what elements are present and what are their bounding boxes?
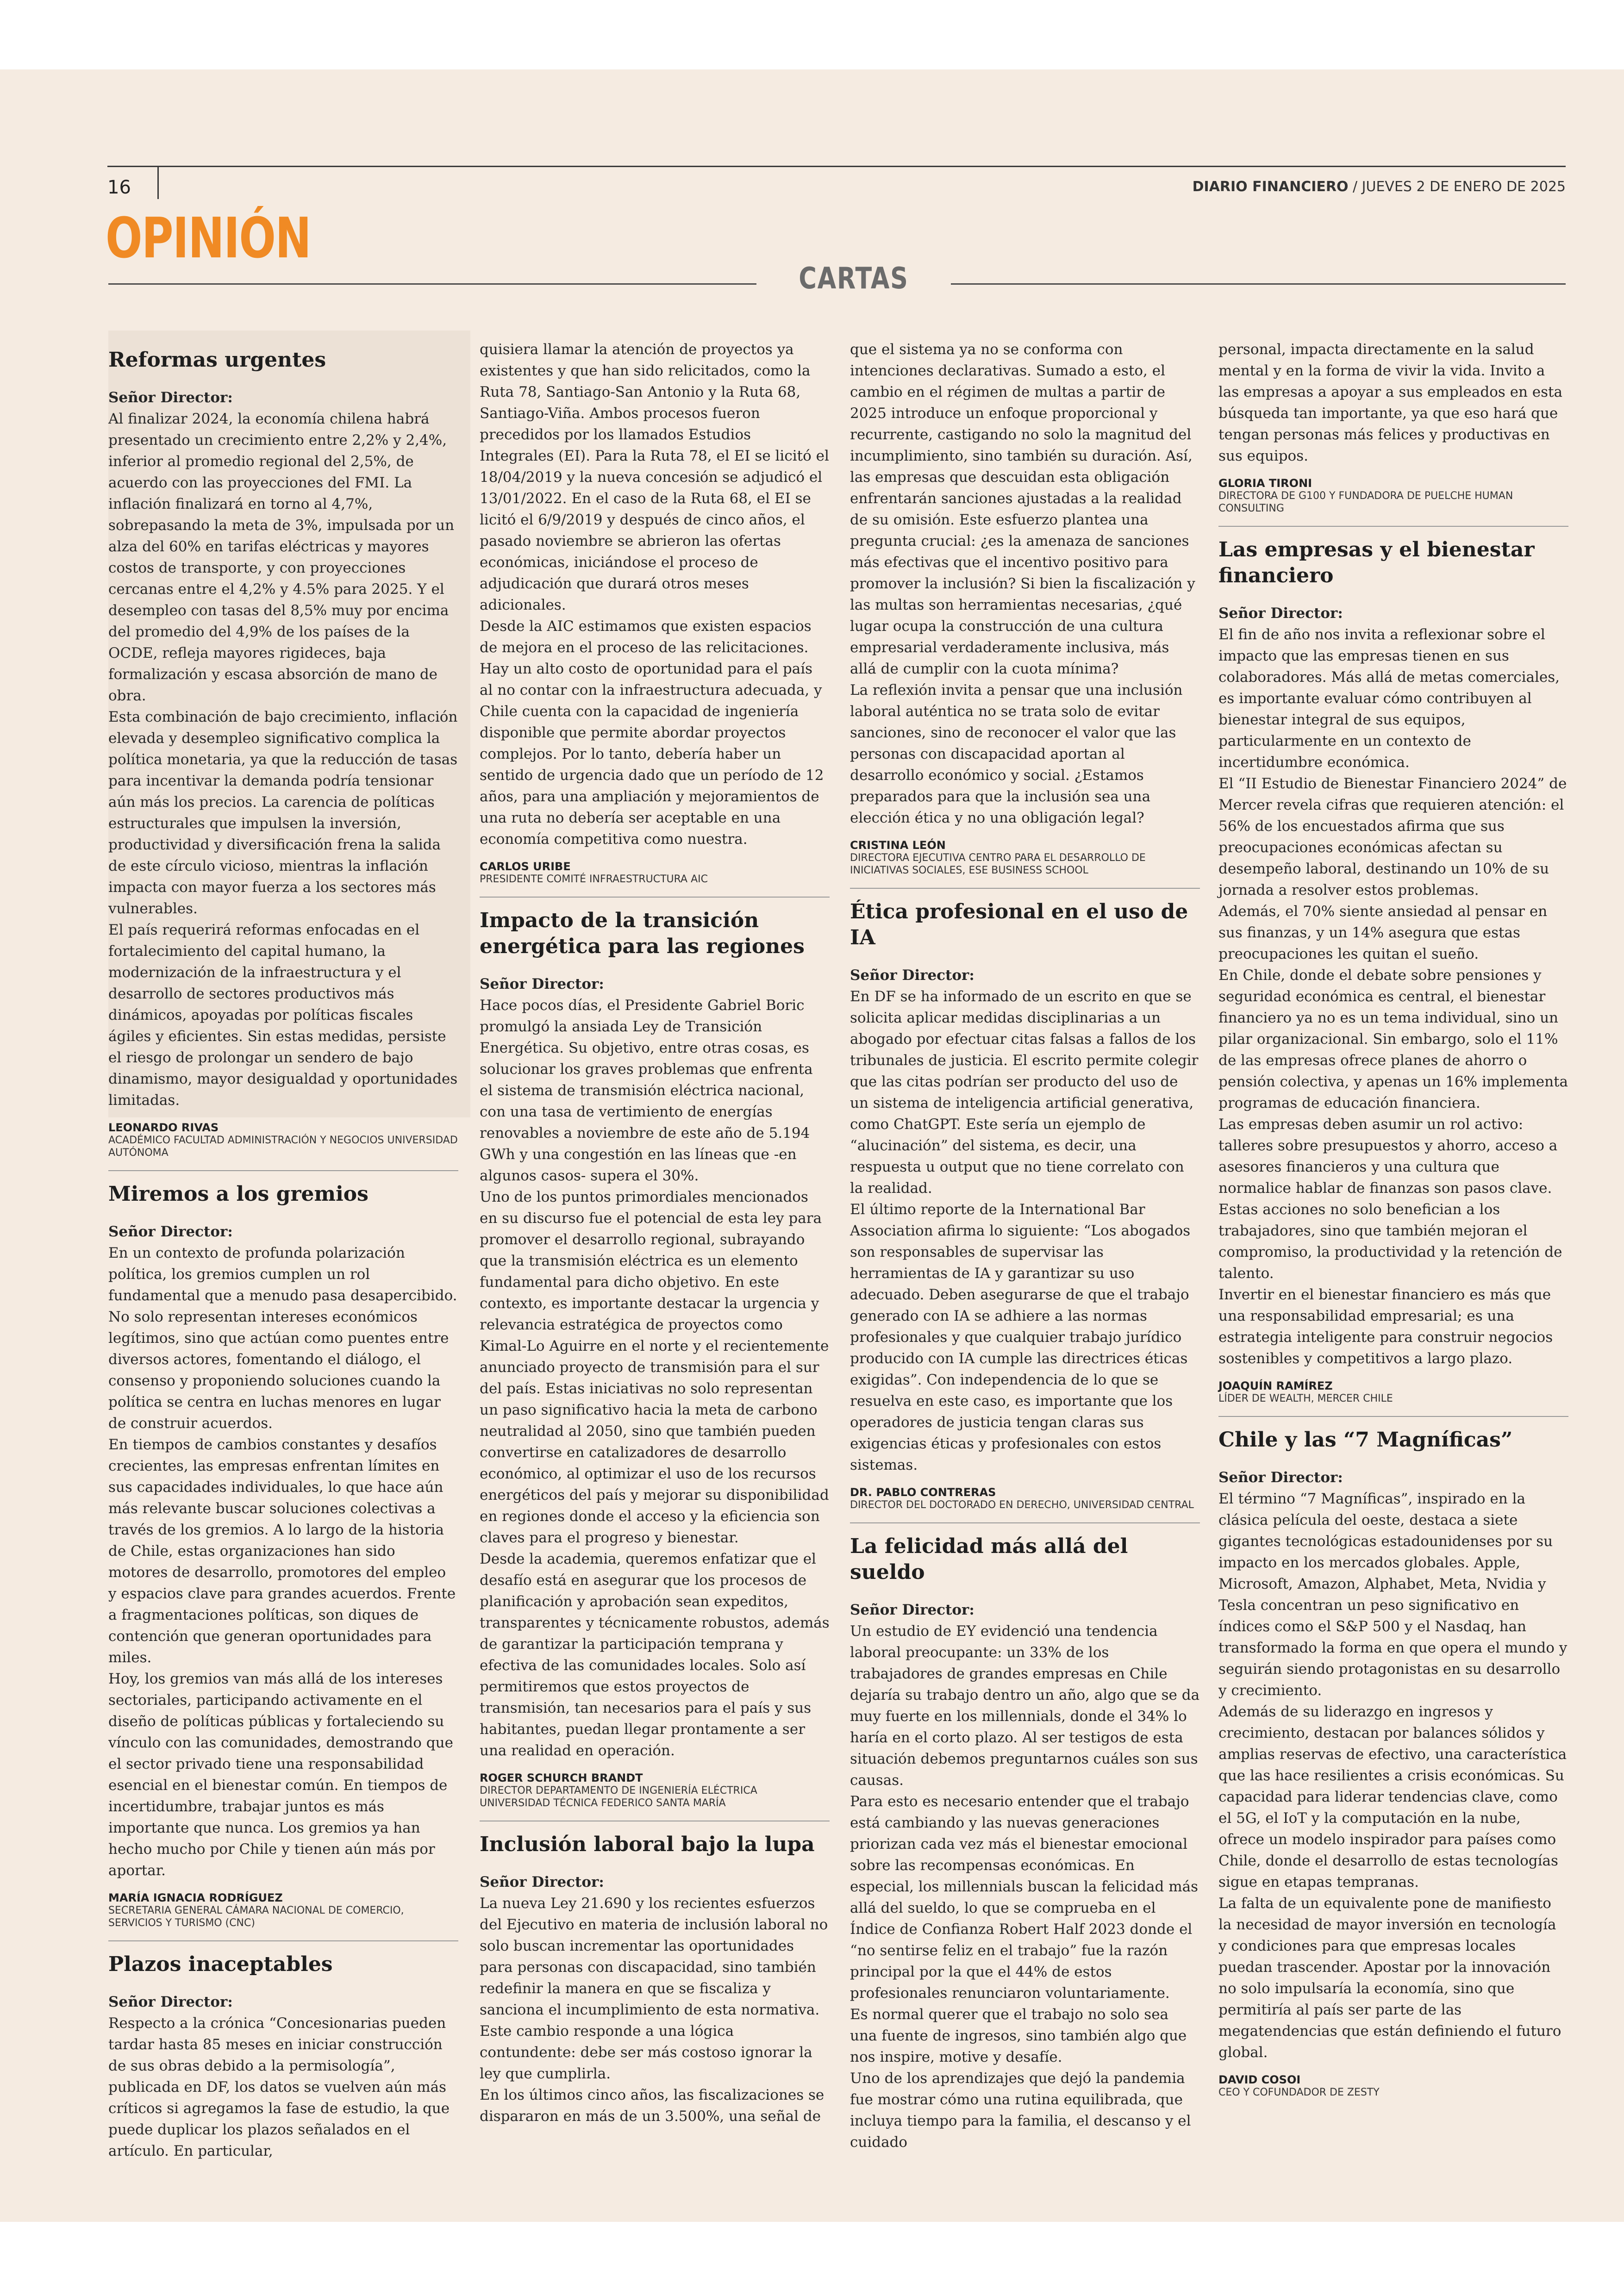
article-title: Reformas urgentes [108,348,326,372]
article-title: Chile y las “7 Magníficas” [1218,1428,1513,1452]
letter-article [108,1952,458,2162]
article-divider [1218,1416,1568,1417]
letter-author: GLORIA TIRONI [1218,477,1312,490]
letter-article [1218,537,1568,1405]
article-divider [1218,526,1568,527]
article-title: Impacto de la transición energética para las regiones [480,909,805,958]
letter-greeting: Señor Director: [108,1223,233,1240]
letter-author: DR. PABLO CONTRERAS [850,1486,996,1499]
section-title: OPINIÓN [106,206,311,271]
letter-greeting: Señor Director: [108,389,233,406]
article-divider [850,888,1200,889]
letter-paragraph: Uno de los puntos primordiales mencionados en su discurso fue el potencial de esta ley para promover el desarrollo regional, subrayando que la transmisión eléctrica es un elemento fundamental para dicho objetivo. En este contexto, es importante destacar la urgencia y relevancia estratégica de proyectos como Kimal-Lo Aguirre en el norte y el recientemente anunciado proyecto de transmisión para el sur del país. Estas iniciativas no solo representan un paso significativo hacia la meta de carbono neutralidad al 2050, sino que también pueden convertirse en catalizadores de desarrollo económico, al optimizar el uso de los recursos energéticos del país y mejorar su disponibilidad en regiones donde el acceso y la eficiencia son claves para el progreso y bienestar. [480,1189,829,1546]
letter-paragraph: Además de su liderazgo en ingresos y crecimiento, destacan por balances sólidos y amplias reservas de efectivo, una característica que las hace resilientes a crisis económicas. Su capacidad para liderar tendencias clave, como el 5G, el IoT y la computación en la nube, ofrece un modelo inspirador para países como Chile, donde el desarrollo de estas tecnologías sigue en etapas tempranas. [1218,1703,1567,1890]
author-role: PRESIDENTE COMITÉ INFRAESTRUCTURA AIC [480,873,708,885]
newspaper-name: DIARIO FINANCIERO [1192,179,1349,195]
letter-author: ROGER SCHURCH BRANDT [480,1771,643,1784]
letter-greeting: Señor Director: [480,1874,604,1890]
letter-paragraph: Hace pocos días, el Presidente Gabriel Boric promulgó la ansiada Ley de Transición Energética. Su objetivo, entre otras cosas, es solucionar los graves problemas que enfrenta el sistema de transmisión eléctrica nacional, con una tasa de vertimiento de energías renovables a noviembre de este año de 5.194 GWh y una congestión en las líneas que -en algunos casos- supera el 30%. [480,997,813,1184]
letter-paragraph: Uno de los aprendizajes que dejó la pandemia fue mostrar cómo una rutina equilibrada, que incluya tiempo para la familia, el descanso y el cuidado [850,2070,1191,2151]
article-title: La felicidad más allá del sueldo [850,1534,1128,1584]
letter-author: CRISTINA LEÓN [850,839,946,852]
column-3 [850,339,1200,2164]
letter-article [480,1832,830,2127]
header-rule [107,166,1566,167]
issue-date: / JUEVES 2 DE ENERO DE 2025 [1353,179,1566,195]
letter-author: DAVID COSOI [1218,2073,1301,2086]
letter-paragraph: En un contexto de profunda polarización política, los gremios cumplen un rol fundamental que a menudo pasa desapercibido. No solo representan intereses económicos legítimos, sino que actúan como puentes entre diversos actores, fomentando el diálogo, el consenso y proponiendo soluciones cuando la política se centra en luchas menores en lugar de construir acuerdos. [108,1245,457,1432]
article-title: Miremos a los gremios [108,1182,369,1206]
letter-paragraph: Desde la AIC estimamos que existen espacios de mejora en el proceso de las relicitaciones. Hay un alto costo de oportunidad para el país al no contar con la infraestructura adecuada, y Chile cuenta con la capacidad de ingeniería disponible que permite abordar proyectos complejos. Por lo tanto, debería haber un sentido de urgencia dado que un período de 12 años, para una ampliación y mejoramientos de una ruta no debería ser aceptable en una economía competitiva como nuestra. [480,618,824,848]
letter-article [850,899,1200,1511]
author-role: DIRECTORA DE G100 Y FUNDADORA DE PUELCHE HUMAN CONSULTING [1218,490,1513,514]
author-role: DIRECTOR DEL DOCTORADO EN DERECHO, UNIVERSIDAD CENTRAL [850,1499,1194,1511]
letter-paragraph: En Chile, donde el debate sobre pensiones y seguridad económica es central, el bienestar financiero ya no es un tema individual, sino un pilar organizacional. Sin embargo, solo el 11% de las empresas ofrece planes de ahorro o pensión colectiva, y apenas un 16% implementa programas de educación financiera. [1218,967,1568,1111]
letter-paragraph: En los últimos cinco años, las fiscalizaciones se dispararon en más de un 3.500%, una señal de [480,2087,824,2125]
author-role: LÍDER DE WEALTH, MERCER CHILE [1218,1393,1393,1404]
letter-paragraph: El último reporte de la International Bar Association afirma lo siguiente: “Los abogados son responsables de supervisar las herramientas de IA y garantizar su uso adecuado. Deben asegurarse de que el trabajo generado con IA se adhiere a las normas profesionales y que cualquier trabajo jurídico producido con IA cumple las directrices éticas exigidas”. Con independencia de lo que se resuelva en este caso, es importante que los operadores de justicia tengan claras sus exigencias éticas y profesionales con estos sistemas. [850,1201,1191,1473]
page-number-divider [157,167,159,199]
masthead [1193,179,1566,195]
column-4 [1218,339,1568,2110]
author-role: CEO Y COFUNDADOR DE ZESTY [1218,2087,1380,2098]
letter-article [108,1181,458,1929]
column-1 [108,339,458,2173]
letter-article [1218,1427,1568,2099]
letter-greeting: Señor Director: [480,976,604,992]
letter-paragraph: El país requerirá reformas enfocadas en el fortalecimiento del capital humano, la modernización de la infraestructura y el desarrollo de sectores productivos más dinámicos, apoyadas por políticas fiscales ágiles y eficientes. Sin estas medidas, persiste el riesgo de prolongar un sendero de bajo dinamismo, mayor desigualdad y oportunidades limitadas. [108,922,458,1109]
author-role: DIRECTOR DEPARTAMENTO DE INGENIERÍA ELÉCTRICA UNIVERSIDAD TÉCNICA FEDERICO SANTA MARÍA [480,1785,757,1809]
letter-article [108,347,458,1159]
author-role: DIRECTORA EJECUTIVA CENTRO PARA EL DESARROLLO DE INICIATIVAS SOCIALES, ESE BUSINESS SCHOOL [850,852,1146,876]
letter-greeting: Señor Director: [850,1602,974,1618]
letter-paragraph: En tiempos de cambios constantes y desafíos crecientes, las empresas enfrentan límites en sus capacidades individuales, lo que hace aún más relevante buscar soluciones colectivas a través de los gremios. A lo largo de la historia de Chile, estas organizaciones han sido motores de desarrollo, promotores del empleo y espacios clave para grandes acuerdos. Frente a fragmentaciones políticas, son diques de contención que generan oportunidades para miles. [108,1436,456,1666]
letter-article [850,339,1200,877]
article-divider [108,1940,458,1941]
letter-paragraph: La falta de un equivalente pone de manifiesto la necesidad de mayor inversión en tecnología y condiciones para que empresas locales puedan trascender. Apostar por la innovación no solo impulsaría la economía, sino que permitiría al país ser parte de las megatendencias que están definiendo el futuro global. [1218,1895,1562,2061]
article-title: Ética profesional en el uso de IA [850,900,1188,949]
letter-paragraph: Además, el 70% siente ansiedad al pensar en sus finanzas, y un 14% asegura que estas preocupaciones les quitan el sueño. [1218,903,1548,962]
letter-paragraph: Invertir en el bienestar financiero es más que una responsabilidad empresarial; es una estrategia inteligente para construir negocios sostenibles y competitivos a largo plazo. [1218,1286,1553,1367]
page-number: 16 [107,177,131,198]
newspaper-page [0,69,1624,2222]
letter-author: LEONARDO RIVAS [108,1121,219,1134]
letter-paragraph: que el sistema ya no se conforma con intenciones declarativas. Sumado a esto, el cambio en el régimen de multas a partir de 2025 introduce un enfoque proporcional y recurrente, castigando no solo la magnitud del incumplimiento, sino también su duración. Así, las empresas que descuidan esta obligación enfrentarán sanciones ajustadas a la realidad de su omisión. Este esfuerzo plantea una pregunta crucial: ¿es la amenaza de sanciones más efectivas que el incentivo positivo para promover la inclusión? Si bien la fiscalización y las multas son herramientas necesarias, ¿qué lugar ocupa la construcción de una cultura empresarial verdaderamente inclusiva, más allá de cumplir con la cuota mínima? [850,341,1195,677]
letter-paragraph: Un estudio de EY evidenció una tendencia laboral preocupante: un 33% de los trabajadores de grandes empresas en Chile dejaría su trabajo dentro un año, algo que se da muy fuerte en los millennials, donde el 34% lo haría en el corto plazo. Al ser testigos de esta situación debemos preguntarnos cuáles son sus causas. [850,1623,1200,1789]
letter-article [1218,339,1568,515]
article-title: Plazos inaceptables [108,1952,333,1976]
letter-paragraph: La reflexión invita a pensar que una inclusión laboral auténtica no se trata solo de evitar sanciones, sino de reconocer el valor que las personas con discapacidad aportan al desarrollo económico y social. ¿Estamos preparados para que la inclusión sea una elección ética y no una obligación legal? [850,682,1183,826]
article-divider [108,1170,458,1171]
letter-paragraph: Esta combinación de bajo crecimiento, inflación elevada y desempleo significativo complica la política monetaria, ya que la reducción de tasas para incentivar la demanda podría tensionar aún más los precios. La carencia de políticas estructurales que impulsen la inversión, productividad y diversificación frena la salida de este círculo vicioso, mientras la inflación impacta con mayor fuerza a los sectores más vulnerables. [108,709,458,917]
subsection-rule-right [951,283,1566,285]
letter-paragraph: Al finalizar 2024, la economía chilena habrá presentado un crecimiento entre 2,2% y 2,4%, inferior al promedio regional del 2,5%, de acuerdo con las proyecciones del FMI. La inflación finalizará en torno al 4,7%, sobrepasando la meta de 3%, impulsada por un alza del 60% en tarifas eléctricas y mayores costos de transporte, y con proyecciones cercanas entre el 4,2% y 4.5% para 2025. Y el desempleo con tasas del 8,5% muy por encima del promedio del 4,9% de los países de la OCDE, refleja mayores rigideces, baja formalización y escasa absorción de mano de obra. [108,411,455,704]
letter-paragraph: Las empresas deben asumir un rol activo: talleres sobre presupuestos y ahorro, acceso a asesores financieros y una cultura que normalice hablar de finanzas son pasos clave. Estas acciones no solo benefician a los trabajadores, sino que también mejoran el compromiso, la productividad y la retención de talento. [1218,1116,1562,1282]
letter-paragraph: Es normal querer que el trabajo no solo sea una fuente de ingresos, sino también algo que nos inspire, motive y desafíe. [850,2006,1187,2065]
letter-paragraph: personal, impacta directamente en la salud mental y en la forma de vivir la vida. Invito a las empresas a apoyar a sus empleados en esta búsqueda tan importante, ya que eso hará que tengan personas más felices y productivas en sus equipos. [1218,341,1562,464]
letter-paragraph: El término “7 Magníficas”, inspirado en la clásica película del oeste, destaca a siete gigantes tecnológicas estadounidenses por su impacto en los mercados globales. Apple, Microsoft, Amazon, Alphabet, Meta, Nvidia y Tesla concentran un peso significativo en índices como el S&P 500 y el Nasdaq, han transformado la forma en que opera el mundo y seguirán siendo protagonistas en su desarrollo y crecimiento. [1218,1491,1568,1699]
article-title: Las empresas y el bienestar financiero [1218,538,1535,587]
article-divider [850,1522,1200,1523]
letter-greeting: Señor Director: [1218,605,1343,622]
letter-paragraph: La nueva Ley 21.690 y los recientes esfuerzos del Ejecutivo en materia de inclusión laboral no solo buscan incrementar las oportunidades para personas con discapacidad, sino también redefinir la manera en que se fiscaliza y sanciona el incumplimiento de esta normativa. Este cambio responde a una lógica contundente: debe ser más costoso ignorar la ley que cumplirla. [480,1895,828,2082]
letter-paragraph: Para esto es necesario entender que el trabajo está cambiando y las nuevas generaciones priorizan cada vez más el bienestar emocional sobre las recompensas económicas. En especial, los millennials buscan la felicidad más allá del sueldo, lo que se comprueba en el Índice de Confianza Robert Half 2023 donde el “no sentirse feliz en el trabajo” fue la razón principal por la que el 44% de estos profesionales renunciaron voluntariamente. [850,1793,1199,2002]
column-2 [480,339,830,2138]
subsection-title: CARTAS [799,262,909,296]
letter-greeting: Señor Director: [108,1994,233,2010]
letter-paragraph: El “II Estudio de Bienestar Financiero 2024” de Mercer revela cifras que requieren atención: el 56% de los encuestados afirma que sus preocupaciones económicas afectan su desempeño laboral, destinando un 10% de su jornada a resolver estos problemas. [1218,775,1567,898]
letter-greeting: Señor Director: [1218,1469,1343,1486]
letter-paragraph: Desde la academia, queremos enfatizar que el desafío está en asegurar que los procesos de planificación y aprobación sean expeditos, transparentes y técnicamente robustos, además de garantizar la participación temprana y efectiva de las comunidades locales. Solo así permitiremos que estos proyectos de transmisión, tan necesarios para el país y sus habitantes, puedan llegar prontamente a ser una realidad en operación. [480,1551,830,1759]
letter-greeting: Señor Director: [850,967,974,984]
letter-paragraph: El fin de año nos invita a reflexionar sobre el impacto que las empresas tienen en sus colaboradores. Más allá de metas comerciales, es importante evaluar cómo contribuyen al bienestar integral de sus equipos, particularmente en un contexto de incertidumbre económica. [1218,626,1560,771]
letter-paragraph: quisiera llamar la atención de proyectos ya existentes y que han sido relicitados, como la Ruta 78, Santiago-San Antonio y la Ruta 68, Santiago-Viña. Ambos procesos fueron precedidos por los llamados Estudios Integrales (EI). Para la Ruta 78, el EI se licitó el 18/04/2019 y la nueva concesión se adjudicó el 13/01/2022. En el caso de la Ruta 68, el EI se licitó el 6/9/2019 y después de cinco años, el pasado noviembre se abrieron las ofertas económicas, iniciándose el proceso de adjudicación que durará otros meses adicionales. [480,341,829,613]
letter-article [480,908,830,1809]
letter-author: JOAQUÍN RAMÍREZ [1218,1379,1333,1392]
letter-article [850,1534,1200,2153]
letter-paragraph: En DF se ha informado de un escrito en que se solicita aplicar medidas disciplinarias a un abogado por efectuar citas falsas a fallos de los tribunales de justicia. El escrito permite colegir que las citas podrían ser producto del uso de un sistema de inteligencia artificial generativa, como ChatGPT. Este sería un ejemplo de “alucinación” del sistema, es decir, una respuesta u output que no tiene correlato con la realidad. [850,988,1199,1197]
letter-article [480,339,830,886]
article-divider [480,897,830,898]
letter-paragraph: Hoy, los gremios van más allá de los intereses sectoriales, participando activamente en el diseño de políticas públicas y fortaleciendo su vínculo con las comunidades, demostrando que el sector privado tiene una responsabilidad esencial en el bienestar común. En tiempos de incertidumbre, trabajar juntos es más importante que nunca. Los gremios ya han hecho mucho por Chile y tienen aún más por aportar. [108,1671,453,1879]
article-title: Inclusión laboral bajo la lupa [480,1833,815,1856]
letter-paragraph: Respecto a la crónica “Concesionarias pueden tardar hasta 85 meses en iniciar construcción de sus obras debido a la permisología”, publicada en DF, los datos se vuelven aún más críticos si agregamos la fase de estudio, la que puede duplicar los plazos señalados en el artículo. En particular, [108,2015,450,2159]
letter-author: MARÍA IGNACIA RODRÍGUEZ [108,1891,283,1904]
subsection-rule-left [108,283,756,285]
author-role: SECRETARIA GENERAL CÁMARA NACIONAL DE COMERCIO, SERVICIOS Y TURISMO (CNC) [108,1905,404,1929]
letter-author: CARLOS URIBE [480,860,571,873]
author-role: ACADÉMICO FACULTAD ADMINISTRACIÓN Y NEGOCIOS UNIVERSIDAD AUTÓNOMA [108,1135,458,1159]
